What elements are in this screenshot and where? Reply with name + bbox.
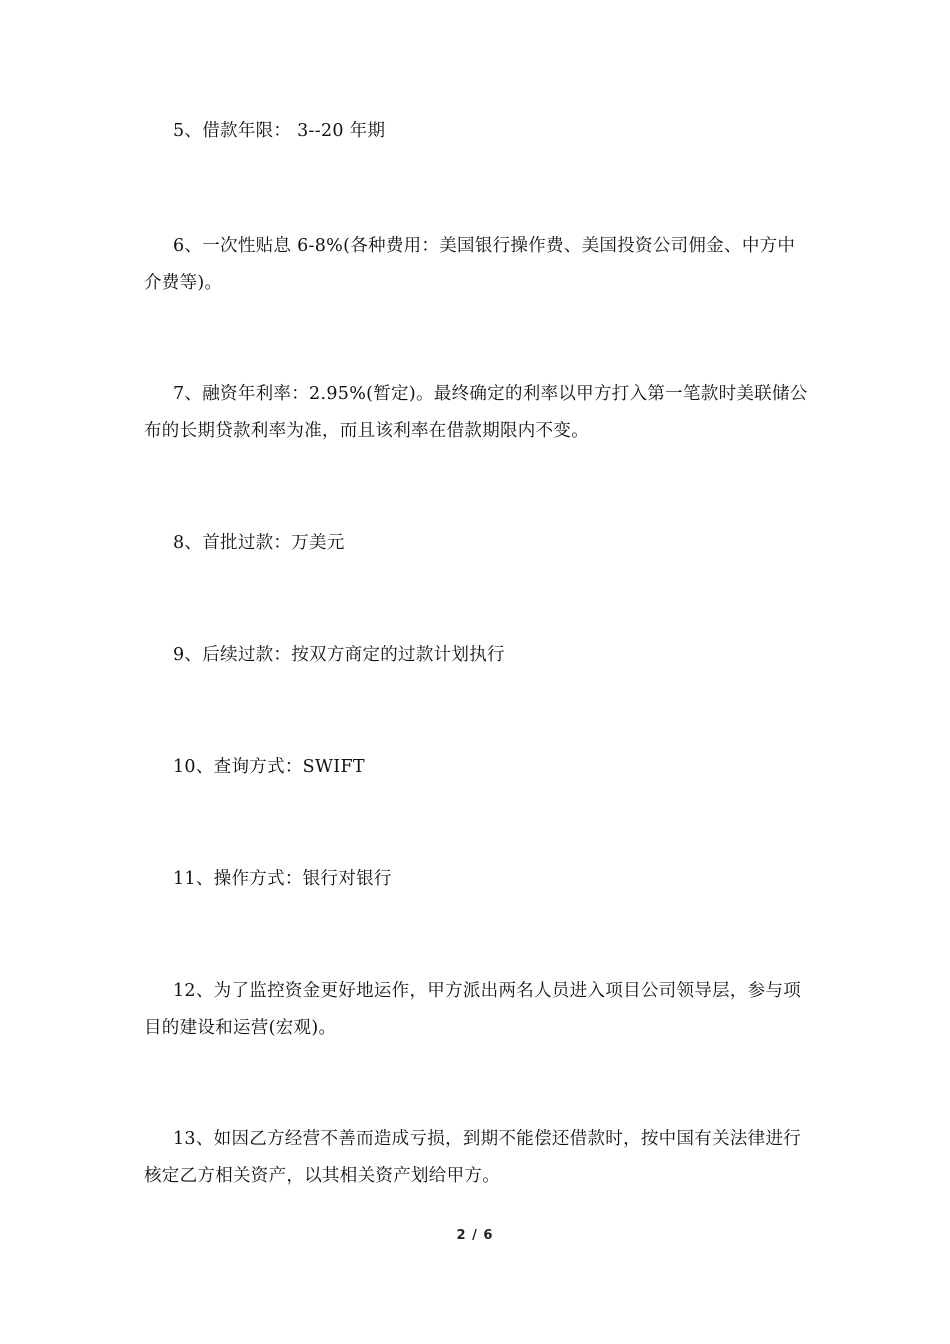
clause-13-default-handling: 13、如因乙方经营不善而造成亏损，到期不能偿还借款时，按中国有关法律进行核定乙方相关资产，以其相关资产划给甲方。 (144, 1129, 802, 1186)
clause-5-loan-term: 5、借款年限： 3--20 年期 (173, 121, 386, 141)
clause-9-subsequent-disbursement: 9、后续过款：按双方商定的过款计划执行 (173, 645, 505, 665)
clause-6-discount-fee: 6、一次性贴息 6-8%(各种费用：美国银行操作费、美国投资公司佣金、中方中介费等)。 (144, 236, 796, 293)
clause-11-operation-method: 11、操作方式：银行对银行 (173, 869, 392, 889)
clause-8-first-disbursement: 8、首批过款：万美元 (173, 533, 345, 553)
clause-12-fund-monitoring: 12、为了监控资金更好地运作，甲方派出两名人员进入项目公司领导层，参与项目的建设和运营(宏观)。 (144, 981, 802, 1038)
clause-7-interest-rate: 7、融资年利率：2.95%(暂定)。最终确定的利率以甲方打入第一笔款时美联储公布的长期贷款利率为准，而且该利率在借款期限内不变。 (144, 384, 808, 441)
clause-10-inquiry-method: 10、查询方式：SWIFT (173, 757, 365, 777)
page-number: 2 / 6 (456, 1228, 494, 1243)
